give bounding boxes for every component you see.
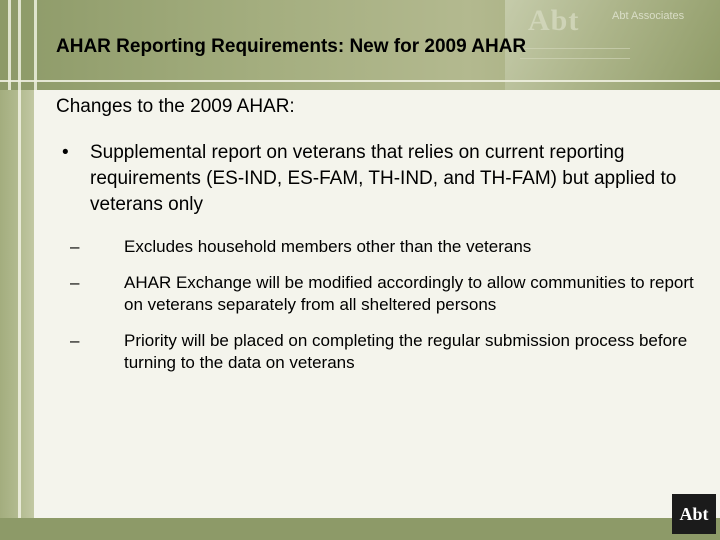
header-stripe-horizontal <box>0 80 720 82</box>
sub-bullet-item <box>68 330 696 374</box>
header-stripe <box>8 0 11 90</box>
sub-bullet-text: AHAR Exchange will be modified accordingly to allow communities to report on veterans separately from all sheltered persons <box>124 273 694 314</box>
header-book-line <box>520 48 630 49</box>
sub-bullet-list <box>68 236 696 374</box>
bullet-marker: • <box>62 142 69 163</box>
page-title: AHAR Reporting Requirements: New for 2009 AHAR <box>56 36 527 57</box>
bullet-item <box>56 140 696 218</box>
intro-text: Changes to the 2009 AHAR: <box>56 96 295 117</box>
header-stripe <box>18 0 21 90</box>
left-stripe <box>18 90 21 520</box>
sub-bullet-marker: – <box>70 273 80 292</box>
left-decorative-band <box>0 90 34 520</box>
header-book-line <box>520 58 630 59</box>
header-corner-text: Abt Associates <box>612 10 685 22</box>
sub-bullet-text: Priority will be placed on completing the regular submission process before turning to the data on veterans <box>124 331 688 372</box>
sub-bullet-item <box>68 236 696 258</box>
sub-bullet-marker: – <box>70 237 80 256</box>
bullet-text: Supplemental report on veterans that relies on current reporting requirements (ES-IND, ES-FAM, TH-IND, and TH-FAM) but applied to veterans only <box>90 142 677 215</box>
sub-bullet-text: Excludes household members other than the veterans <box>124 237 532 256</box>
header-book-lettering: Abt <box>528 4 580 37</box>
footer-bar <box>0 518 720 540</box>
header-banner <box>0 0 720 90</box>
abt-logo: Abt <box>672 494 716 534</box>
sub-bullet-marker: – <box>70 331 80 350</box>
sub-bullet-item <box>68 272 696 316</box>
header-stripe <box>34 0 37 90</box>
slide-content <box>56 96 696 388</box>
